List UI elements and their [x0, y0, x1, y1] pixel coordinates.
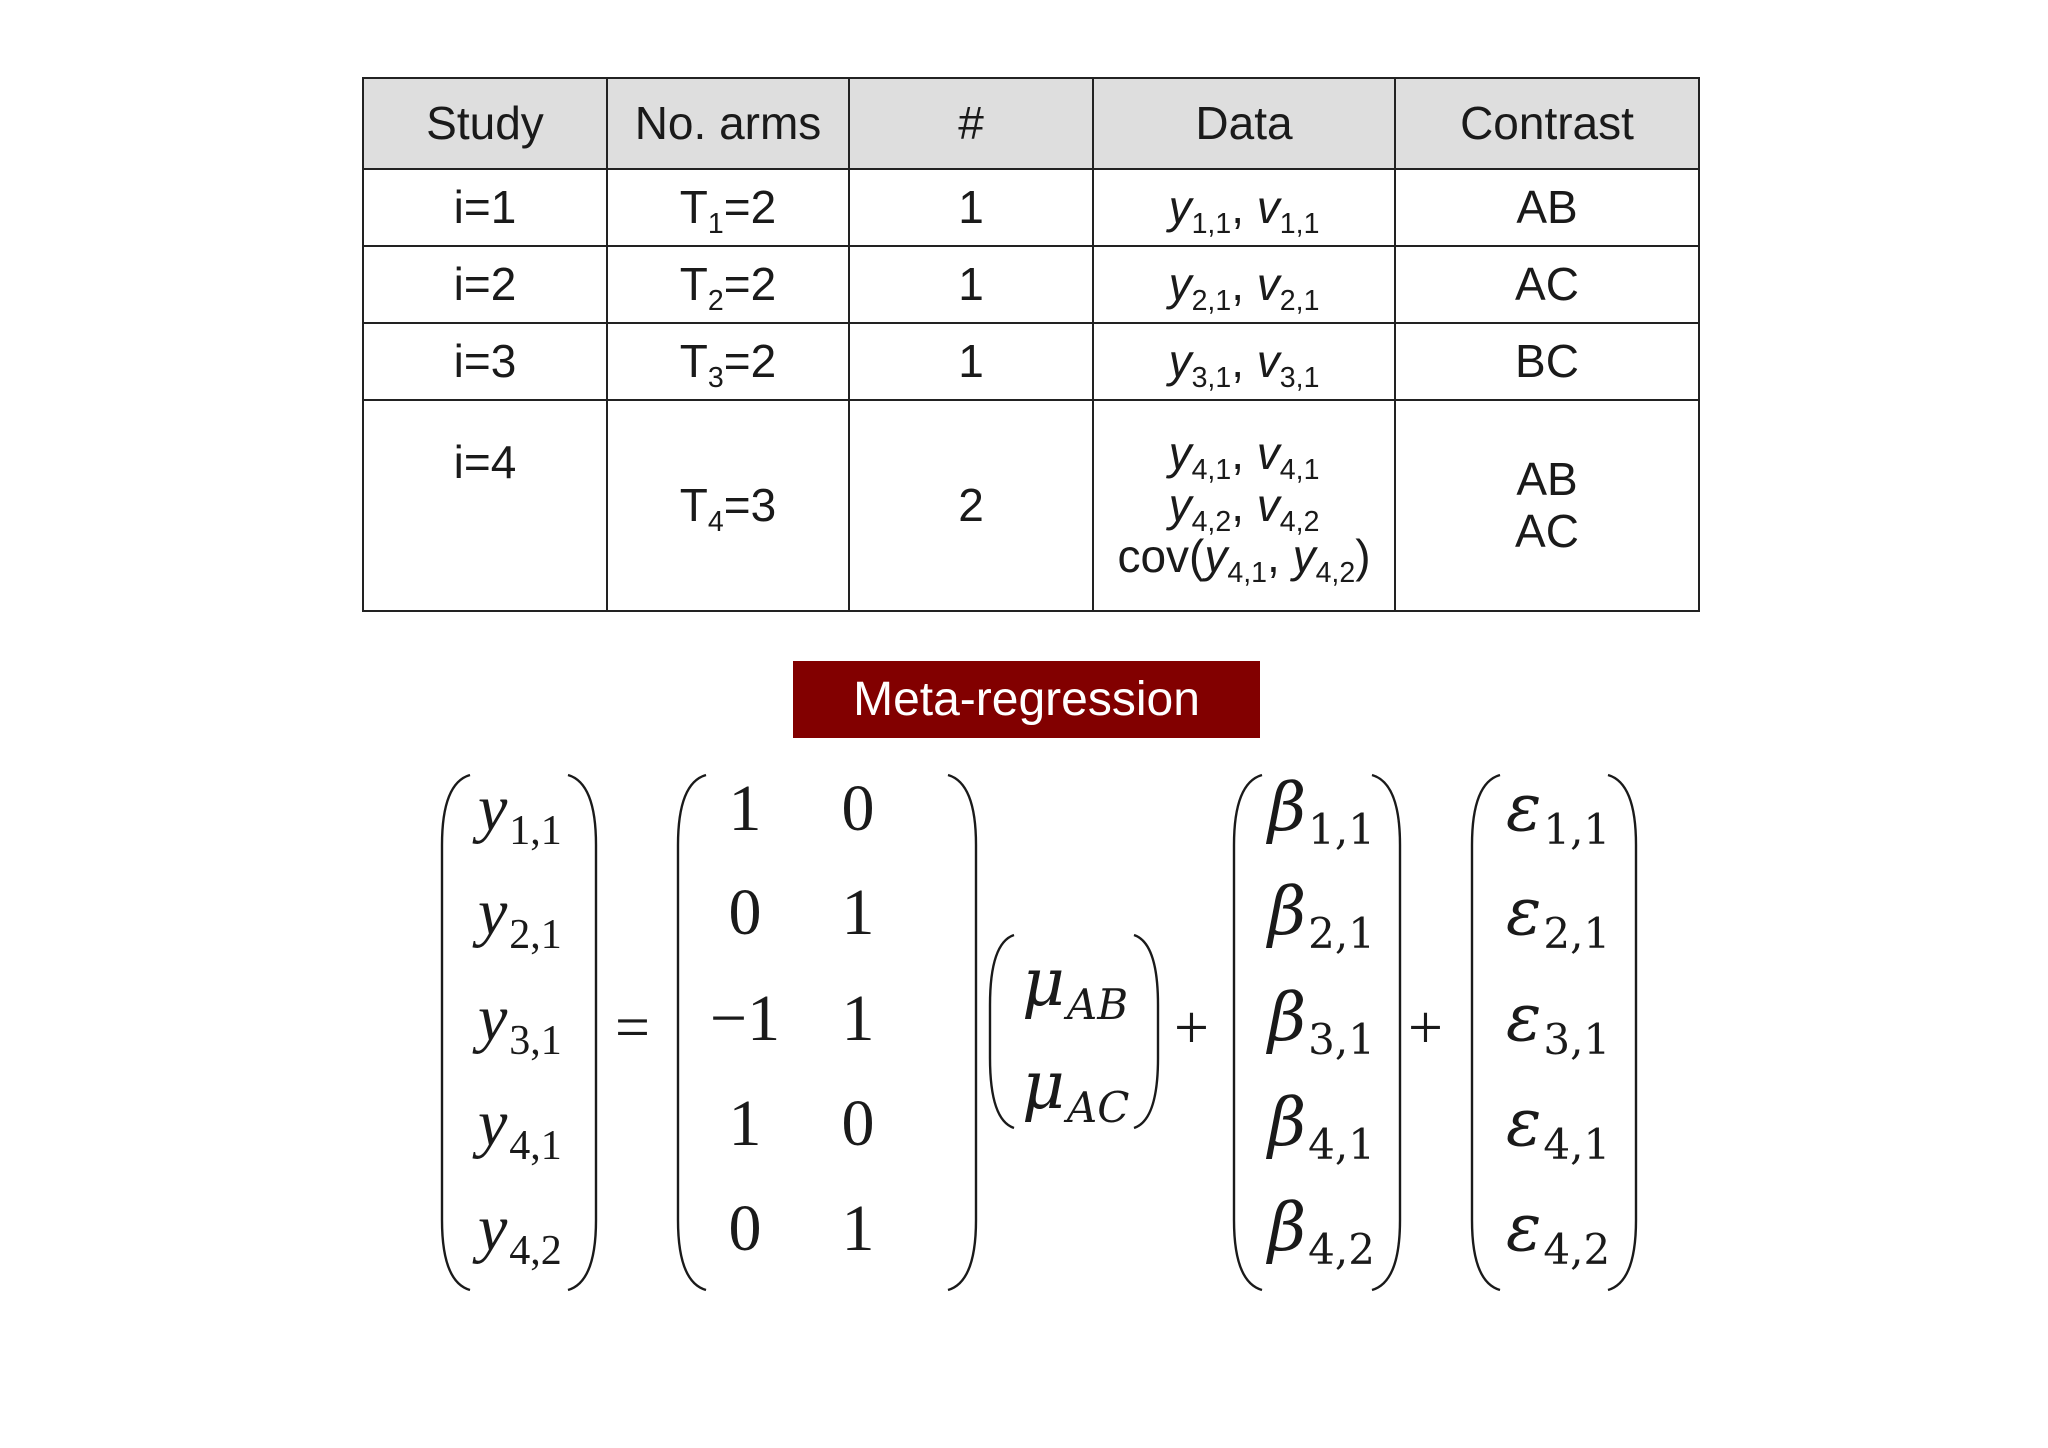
study-cell: i=1 [363, 169, 607, 246]
table-body [363, 169, 1699, 611]
contrast-label: BC [1515, 334, 1579, 387]
lhs-entry: $y_{4,1}$ [478, 1087, 562, 1169]
arms-subscript: 2 [707, 284, 724, 317]
data-subscript: 2,1 [1279, 284, 1320, 317]
arms-cell: $T_2=2$ [607, 246, 849, 323]
lhs-entry: $y_{1,1}$ [478, 772, 562, 854]
matrix-left-bracket [678, 775, 706, 1290]
data-subscript: 1,1 [1191, 207, 1232, 240]
data-cell [1093, 323, 1395, 400]
data-line [1094, 478, 1394, 538]
table-row [363, 323, 1699, 400]
table-row [363, 246, 1699, 323]
data-token: y [1168, 427, 1192, 480]
beta-entry: $\beta_{2,1}$ [1268, 873, 1375, 958]
data-cell [1093, 400, 1395, 611]
count-cell: 1 [849, 246, 1093, 323]
lhs-right-bracket [568, 775, 596, 1290]
data-subscript: 3,1 [1191, 361, 1232, 394]
data-subscript: 4,2 [1191, 505, 1232, 538]
header-count: # [849, 78, 1093, 169]
matrix-cell: 0 [841, 1087, 875, 1160]
data-subscript: 4,1 [1227, 557, 1267, 590]
data-line [1094, 257, 1394, 317]
lhs-entry: $y_{3,1}$ [478, 982, 562, 1064]
arms-cell: $T_4=3$ [607, 400, 849, 611]
matrix-cell: 1 [728, 1087, 762, 1160]
study-table [362, 77, 1700, 612]
arms-cell: $T_1=2$ [607, 169, 849, 246]
epsilon-entry: $\varepsilon_{1,1}$ [1506, 769, 1611, 854]
params-entry: $\mu_{AC}$ [1022, 1047, 1130, 1132]
data-line [1094, 530, 1394, 590]
matrix-cell: 1 [728, 772, 762, 845]
table-header-row [363, 78, 1699, 169]
data-subscript: 1,1 [1279, 207, 1320, 240]
header-study: Study [363, 78, 607, 169]
epsilon-right-bracket [1608, 775, 1636, 1290]
arms-subscript: 3 [707, 361, 724, 394]
contrast-cell [1395, 323, 1699, 400]
epsilon-entry: $\varepsilon_{4,2}$ [1506, 1189, 1611, 1274]
matrix-right-bracket [948, 775, 976, 1290]
beta-entry: $\beta_{4,2}$ [1268, 1189, 1375, 1274]
matrix-cell: 0 [728, 876, 762, 949]
lhs-entry: $y_{4,2}$ [478, 1192, 562, 1274]
count-cell: 1 [849, 323, 1093, 400]
data-subscript: 4,1 [1279, 454, 1320, 487]
data-token: y [1168, 180, 1192, 233]
matrix-cell: −1 [709, 982, 781, 1055]
contrast-cell [1395, 246, 1699, 323]
data-line [1094, 427, 1394, 487]
data-cell [1093, 169, 1395, 246]
contrast-label: AB [1516, 452, 1578, 505]
data-token: v [1256, 334, 1280, 387]
data-line [1094, 334, 1394, 394]
beta-entry: $\beta_{1,1}$ [1268, 769, 1375, 854]
table-row [363, 400, 1699, 611]
study-cell: i=4 [363, 400, 607, 611]
header-contrast: Contrast [1395, 78, 1699, 169]
data-token: , [1267, 530, 1293, 583]
matrix-cell: 0 [841, 772, 875, 845]
data-line [1094, 180, 1394, 240]
count-cell: 2 [849, 400, 1093, 611]
contrast-label: AC [1515, 257, 1579, 310]
epsilon-entry: $\varepsilon_{2,1}$ [1506, 873, 1611, 958]
data-token: , [1231, 180, 1257, 233]
plus-sign: + [1174, 994, 1209, 1062]
data-subscript: 4,1 [1191, 454, 1232, 487]
beta-entry: $\beta_{3,1}$ [1268, 979, 1375, 1064]
data-subscript: 4,2 [1279, 505, 1320, 538]
arms-subscript: 4 [707, 505, 724, 538]
beta-entry: $\beta_{4,1}$ [1268, 1084, 1375, 1169]
matrix-cell: 1 [841, 876, 875, 949]
study-cell: i=2 [363, 246, 607, 323]
contrast-cell [1395, 400, 1699, 611]
data-token: , [1231, 478, 1257, 531]
data-token: y [1168, 478, 1192, 531]
contrast-label: AB [1516, 180, 1578, 233]
matrix-cell: 0 [728, 1192, 762, 1265]
data-token: ) [1355, 530, 1371, 583]
matrix-cell: 1 [841, 1192, 875, 1265]
data-token: v [1256, 427, 1280, 480]
matrix-cell: 1 [841, 982, 875, 1055]
data-token: , [1231, 257, 1257, 310]
count-cell: 1 [849, 169, 1093, 246]
params-left-bracket [990, 935, 1014, 1128]
arms-cell: $T_3=2$ [607, 323, 849, 400]
lhs-left-bracket [442, 775, 470, 1290]
meta-regression-banner [793, 661, 1260, 738]
data-token: y [1168, 257, 1192, 310]
epsilon-entry: $\varepsilon_{3,1}$ [1506, 979, 1611, 1064]
data-token: v [1256, 257, 1280, 310]
arms-subscript: 1 [707, 207, 724, 240]
table-row [363, 169, 1699, 246]
data-token: v [1256, 478, 1280, 531]
data-token: , [1231, 334, 1257, 387]
header-no-arms: No. arms [607, 78, 849, 169]
data-token: v [1256, 180, 1280, 233]
beta-right-bracket [1372, 775, 1400, 1290]
data-subscript: 4,2 [1315, 557, 1356, 590]
data-cell [1093, 246, 1395, 323]
contrast-label: AC [1515, 504, 1579, 557]
data-subscript: 2,1 [1191, 284, 1232, 317]
lhs-entry: $y_{2,1}$ [478, 876, 562, 958]
epsilon-entry: $\varepsilon_{4,1}$ [1506, 1084, 1611, 1169]
beta-left-bracket [1234, 775, 1262, 1290]
data-subscript: 3,1 [1279, 361, 1320, 394]
header-data: Data [1093, 78, 1395, 169]
data-token: , [1231, 427, 1257, 480]
data-token: y [1292, 530, 1316, 583]
study-cell: i=3 [363, 323, 607, 400]
banner-label: Meta-regression [853, 673, 1200, 726]
data-token: cov( [1117, 530, 1205, 583]
contrast-cell [1395, 169, 1699, 246]
plus-sign: + [1408, 994, 1443, 1062]
data-token: y [1168, 334, 1192, 387]
equals-sign: = [615, 994, 650, 1062]
params-entry: $\mu_{AB}$ [1022, 944, 1129, 1029]
params-right-bracket [1134, 935, 1158, 1128]
epsilon-left-bracket [1472, 775, 1500, 1290]
data-token: y [1204, 530, 1228, 583]
